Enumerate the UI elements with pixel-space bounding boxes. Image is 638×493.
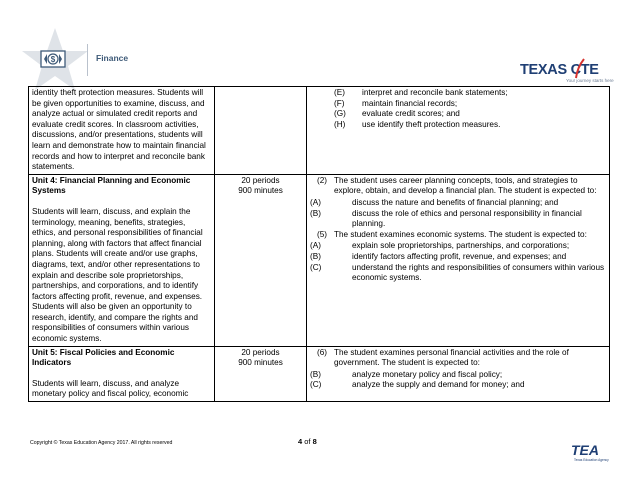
objective: (6) The student examines personal financial activities and the role of government. The student is expected to:	[316, 347, 569, 368]
table-row	[29, 346, 610, 401]
objectives-cell	[307, 174, 610, 346]
copyright-text: Copyright © Texas Education Agency 2017. All rights reserved	[30, 440, 173, 446]
unit-description: Students will learn, discuss, and analyze monetary policy and fiscal policy, economic	[32, 378, 189, 399]
course-title: Finance	[96, 53, 129, 63]
svg-text:$: $	[50, 55, 56, 64]
sub-objective: (B) analyze monetary policy and fiscal policy;	[310, 369, 503, 379]
sub-objective: (B) discuss the role of ethics and personal responsibility in financial planning.	[310, 208, 582, 229]
time-cell	[215, 87, 307, 175]
sub-objective: (G) evaluate credit scores; and	[334, 109, 460, 119]
sub-objective: (A) discuss the nature and benefits of financial planning; and	[310, 197, 559, 207]
tea-wordmark: TEA	[571, 442, 599, 458]
tea-logo	[571, 442, 611, 468]
sub-objective: (B) identify factors affecting profit, revenue, and expenses; and	[310, 251, 567, 261]
sub-objective: (A) explain sole proprietorships, partnerships, and corporations;	[310, 241, 570, 251]
unit-cell	[29, 87, 215, 175]
texas-cte-wordmark: TEXAS CTE	[520, 62, 599, 78]
unit-description: Students will learn, discuss, and explain the terminology, meaning, benefits, strategies, ethics, and personal responsibilities of financial planning, along with factors that affect financial plans. Students will create and/or use graphs, diagrams, text, and/or other representations to explain and describe sole proprietorships, partnerships, and corporations, and to identify factors affecting profit, revenue, and expenses. Students will also be given an opportunity to research, identify, and compare the rights and responsibilities of consumers within various economic systems.	[32, 206, 203, 344]
sub-objective: (C) understand the rights and responsibilities of consumers within various economic systems.	[310, 262, 605, 283]
unit-title: Unit 5: Fiscal Policies and Economic Indicators	[32, 347, 175, 368]
page-header	[0, 0, 638, 86]
time-cell	[215, 174, 307, 346]
objectives-cell	[307, 87, 610, 175]
sub-objective: (E) interpret and reconcile bank statements;	[334, 88, 508, 97]
table-row	[29, 174, 610, 346]
swoosh-icon	[573, 58, 585, 80]
unit-description: identity theft protection measures. Students will be given opportunities to examine, discuss, and analyze actual or simulated credit reports and evaluate credit scores. In classroom activities, discussions, and/or presentations, students will learn and demonstrate how to maintain financial records and how to interpret and reconcile bank statements.	[32, 88, 206, 172]
unit-cell	[29, 346, 215, 401]
header-divider	[87, 44, 88, 76]
sub-objective: (H) use identify theft protection measures.	[334, 119, 501, 129]
page-current: 4	[298, 437, 303, 446]
curriculum-table	[28, 86, 610, 402]
minutes: 900 minutes	[238, 186, 283, 196]
page-total: 8	[312, 437, 317, 446]
texas-cte-logo	[520, 62, 622, 86]
objective: (2) The student uses career planning concepts, tools, and strategies to explore, obtain, and develop a financial plan. The student is expected to:	[316, 175, 597, 196]
unit-cell	[29, 174, 215, 346]
periods: 20 periods	[241, 175, 280, 185]
minutes: 900 minutes	[238, 358, 283, 368]
page-number	[298, 437, 317, 446]
time-cell	[215, 346, 307, 401]
tea-subtitle: Texas Education Agency	[574, 458, 609, 462]
table-row	[29, 87, 610, 175]
logo-tagline: Your journey starts here	[566, 78, 614, 83]
objectives-cell	[307, 346, 610, 401]
sub-objective: (F) maintain financial records;	[334, 98, 458, 108]
objective: (5) The student examines economic systems. The student is expected to:	[316, 229, 587, 239]
sub-objective: (C) analyze the supply and demand for money; and	[310, 380, 525, 390]
finance-dollar-icon	[40, 49, 66, 69]
periods: 20 periods	[241, 347, 280, 357]
page-of: of	[304, 437, 311, 446]
unit-title: Unit 4: Financial Planning and Economic Systems	[32, 175, 191, 196]
